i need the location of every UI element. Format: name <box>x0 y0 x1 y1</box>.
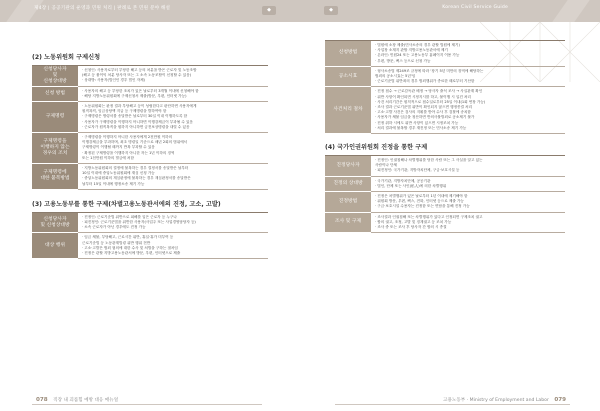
row-content <box>78 212 268 233</box>
row-label <box>325 66 371 87</box>
row-content-line: · 사용자가 체불 임금을 청산하면 반의사불벌죄로 공소제기 불가 <box>375 115 475 120</box>
section3-title: (3) 고용노동부를 통한 구제(차별고용노동관서에의 진정, 고소, 고발) <box>32 200 221 208</box>
row-label-line: 사건처리 절차 <box>333 107 363 113</box>
table-row <box>32 164 268 190</box>
row-label <box>325 87 371 134</box>
table-row <box>32 133 268 164</box>
header-bar <box>0 0 600 22</box>
row-content-line: · 고소·고발 사건은 검사의 지휘를 받아 수사 후 검찰에 송치함 <box>375 110 471 115</box>
row-content <box>371 87 565 134</box>
row-label-line: 구제명령을 <box>43 139 67 145</box>
row-label-line: 및 신청상대방 <box>40 222 70 228</box>
row-content-line: · 신청인: 사용자로부터 부당한 해고 등의 처분을 받은 근로자 및 노동조합 <box>82 68 197 72</box>
row-content-line: · 근로기준법 위반죄의 경우 범죄행위가 종료한 때로부터 기산함 <box>375 79 475 84</box>
row-content-line: · 위원회 방문, 우편, 팩스, 전화, 인터넷 등으로 제출 가능 <box>375 199 464 204</box>
row-label <box>32 233 78 259</box>
row-content-line: · 법원에 소장 제출(민사소송의 경우 관할 법원에 제기) <box>375 43 460 47</box>
row-content-line: · 위반 사항이 확인되면 시정지시를 하고, 불이행 시 입건 처리 <box>375 94 471 99</box>
right-table-1 <box>325 40 565 134</box>
row-content-line: · 사건 처리기간은 원칙적으로 접수일로부터 25일 이내(1회 연장 가능) <box>375 99 486 104</box>
row-label <box>32 86 78 101</box>
row-content-line: · 노동위원회는 판정 결과 부당해고 등이 성립한다고 판단하면 사용자에게 <box>82 104 197 109</box>
row-content-line: · 온라인: 민원24 또는 고용노동부 홈페이지 이용 가능 <box>375 53 460 58</box>
row-label-line: 신청 방법 <box>44 90 66 96</box>
table-row <box>325 156 565 177</box>
row-label-line: 공소시효 <box>338 73 358 79</box>
row-label <box>32 164 78 190</box>
header-badge-right: ◆ <box>324 6 338 15</box>
row-label-line: 대한 불복방법 <box>40 176 70 182</box>
table-row <box>325 176 565 191</box>
row-content-line: · 소속 근로자가 아닌 경우에도 진정 가능 <box>82 225 146 230</box>
row-label-line: 경우의 조치 <box>42 151 68 157</box>
table-row <box>32 102 268 133</box>
page-number-left: 078 <box>36 397 48 403</box>
footer-left <box>32 397 118 403</box>
row-content <box>371 212 565 233</box>
table-row <box>325 212 565 233</box>
row-label-line: 신청당사자 <box>43 66 67 72</box>
table-row <box>32 212 268 233</box>
row-content-line: 구제명령이 이행될 때까지 반복 부과할 수 있음 <box>82 145 155 150</box>
row-label-line: 대상 행위 <box>44 242 66 248</box>
row-label <box>325 192 371 213</box>
row-content-line: · 진정 취하 시에도 위반 사항이 있으면 시정조치 가능 <box>375 120 459 125</box>
header-left-text: 제4장 | 공공기관의 운영과 민원 처리 | 판례로 본 민원 분야 해설 <box>34 6 171 11</box>
row-content-line: · 처리 결과에 불복할 경우 재진정 또는 민사소송 제기 가능 <box>375 125 467 130</box>
row-content <box>371 66 565 87</box>
section2-title: (2) 노동위원회 구제신청 <box>32 54 101 61</box>
row-content-line: · 고소·고발은 범죄 혐의에 대한 수사 및 처벌을 구하는 절차임 <box>82 245 178 250</box>
row-content-line: 원직복직, 임금상당액 지급 등 구제명령을 발하여야 함 <box>82 109 167 114</box>
footer-rule-right <box>335 404 570 405</box>
header-right-text: Korean Civil Service Guide <box>442 5 508 10</box>
row-label <box>32 212 78 233</box>
row-content-line: · 피진정인: 국가기관, 지방자치단체, 구금·보호시설 등 <box>375 168 460 173</box>
section4-table <box>325 155 565 233</box>
row-content <box>78 233 268 259</box>
page-number-right: 079 <box>554 397 566 403</box>
footer-right <box>443 397 570 403</box>
row-content <box>371 41 565 67</box>
row-content-line: · 피진정인: 근로기준법을 위반한 사용자(사업주 또는 사업경영담당자 등) <box>82 220 196 225</box>
row-content <box>78 133 268 164</box>
row-content-line: 사람이나 단체 <box>375 163 397 168</box>
row-label-line: 이행하지 않는 <box>40 145 70 151</box>
row-content-line: · 임금 체불, 부당해고, 근로시간 위반, 휴일·휴가 미부여 등 <box>82 235 174 240</box>
row-content-line: · 조사 중 또는 조사 후 당사자 간 합의 시 종결 <box>375 225 447 230</box>
section4-title: (4) 국가인권위원회 진정을 통한 구제 <box>325 144 428 152</box>
row-label-line: 신청방법 <box>338 50 358 56</box>
left-column <box>32 52 268 259</box>
footer-left-text: 직장 내 괴롭힘 예방 대응 매뉴얼 <box>53 398 119 403</box>
row-content-line: · 근로자가 원직복직을 원하지 아니하면 금전보상명령을 내릴 수 있음 <box>82 124 190 129</box>
row-label-line: 진정당사자 <box>336 162 360 168</box>
row-content-line: · 사업장 소재지 관할 지방고용노동관서에 제기 <box>375 48 448 53</box>
row-content-line: · 사용자가 구제명령을 이행하지 아니하면 이행강제금이 부과될 수 있음 <box>82 119 193 124</box>
row-content-line: · 중앙노동위원회의 재심판정에 불복하는 경우 재심판정서를 송달받은 <box>82 176 191 181</box>
row-content-line: (해고 등 불이익 처분 당사자 또는 그 소속 노동조합이 신청할 수 있음) <box>82 73 192 78</box>
row-label <box>32 102 78 133</box>
table-row <box>325 192 565 213</box>
row-content <box>78 164 268 190</box>
row-label <box>325 41 371 67</box>
table-row <box>325 87 565 134</box>
row-content-line: 범죄의 공소시효는 5년'임 <box>375 74 416 79</box>
row-content-line: 이행강제금을 부과하며, 최초 명령일 기준으로 매년 2회의 범위에서 <box>82 140 188 145</box>
row-label-line: 신청상대방 <box>43 78 67 84</box>
row-label <box>325 176 371 191</box>
section3-table <box>32 212 268 259</box>
row-label-line: 구제명령에 <box>43 170 67 176</box>
row-content-line: · 구금·보호시설 수용자는 진정함 또는 면담을 통해 진정 가능 <box>375 204 470 209</box>
table-row <box>325 41 565 67</box>
row-content-line: 근로기준법 등 노동관계법령 위반 행위 전반 <box>82 240 151 245</box>
row-content-line: 날부터 15일 이내에 행정소송 제기 가능 <box>82 181 145 186</box>
row-content-line: · 상대방: 사용자(법인인 경우 법인 자체) <box>82 78 145 83</box>
row-content-line: · 국가기관, 지방자치단체, 공공기관 <box>375 178 431 183</box>
right-column <box>325 40 565 233</box>
header-badge-left: ◆ <box>262 6 276 15</box>
row-content-line: 10일 이내에 중앙노동위원회에 재심 신청 가능 <box>82 171 155 176</box>
row-label-line: 진정의 상대방 <box>333 180 363 186</box>
row-content-line: · 진정인: 근로기준법 위반으로 피해를 입은 근로자 등 누구나 <box>82 214 177 219</box>
row-content-line: · 조사 결과 근로기준법 위반이 확인되지 않으면 행정종결 처리 <box>375 105 473 110</box>
row-content-line: · 해당 지방노동위원회에 구제신청서 제출(방문, 우편, 인터넷 가능) <box>82 93 187 98</box>
header-decoration <box>6 0 43 22</box>
row-content-line: · 진정인: 인권침해나 차별행위를 당한 사람 또는 그 사실을 알고 있는 <box>375 158 483 163</box>
row-content-line: · 법인, 단체 또는 사인(私人)에 의한 차별행위 <box>375 183 447 188</box>
row-content-line: · 진정 접수 → 근로감독관 배정 → 당사자 출석 조사 → 사실관계 확인 <box>375 89 483 94</box>
row-content <box>371 156 565 177</box>
row-label-line: 신청당사자 <box>43 216 67 222</box>
section2-table <box>32 65 268 190</box>
table-row <box>32 86 268 101</box>
row-content-line: · 합의 권고, 조정, 고발 및 징계권고 등 조치 가능 <box>375 219 452 224</box>
row-content-line: · 확정된 구제명령을 이행하지 아니한 자는 1년 이하의 징역 <box>82 150 175 155</box>
row-label <box>325 156 371 177</box>
row-content-line: · 우편, 방문, 팩스 등으로 신청 가능 <box>375 58 431 63</box>
footer-rule-left <box>32 404 262 405</box>
row-label-line: 구제명령 <box>45 114 65 120</box>
row-content-line: 또는 1천만원 이하의 벌금에 처함 <box>82 155 134 160</box>
row-content-line: · 형사소송법 제249조 규정에 따라 '장기 5년 미만의 징역에 해당하는 <box>375 68 484 73</box>
footer-right-text: 고용노동부 · Ministry of Employment and Labor <box>443 398 549 403</box>
table-row <box>32 233 268 259</box>
row-content-line: · 구제명령은 명령서를 송달받은 날로부터 30일 이내 이행하도록 함 <box>82 114 188 119</box>
row-content-line: · 조사결과 인권침해 또는 차별행위가 있다고 인정되면 구제조치 권고 <box>375 214 483 219</box>
row-label-line: 진정방법 <box>338 198 358 204</box>
row-content-line: · 진정은 관할 지방고용노동관서에 방문, 우편, 인터넷으로 제출 <box>82 251 181 256</box>
row-content-line: · 구제명령을 이행하지 아니한 사용자에게 2천만원 이하의 <box>82 135 173 140</box>
row-content <box>371 192 565 213</box>
table-row <box>325 66 565 87</box>
row-label-line: 및 <box>52 72 58 78</box>
row-content <box>78 102 268 133</box>
row-label <box>32 66 78 87</box>
row-content-line: · 지방노동위원회의 결정에 불복하는 경우 결정서를 송달받은 날부터 <box>82 166 189 171</box>
row-content <box>371 176 565 191</box>
table-row <box>32 66 268 87</box>
row-label-line: 조사 및 구제 <box>334 219 362 225</box>
row-label <box>32 133 78 164</box>
header-decoration-right <box>552 0 589 22</box>
row-content <box>78 66 268 87</box>
row-content-line: · 진정은 차별행위가 있은 날로부터 1년 이내에 제기해야 함 <box>375 194 468 199</box>
row-label <box>325 212 371 233</box>
row-content <box>78 86 268 101</box>
row-content-line: · 사용자의 해고 등 부당한 조치가 있은 날로부터 3개월 이내에 신청해야 함 <box>82 88 199 93</box>
